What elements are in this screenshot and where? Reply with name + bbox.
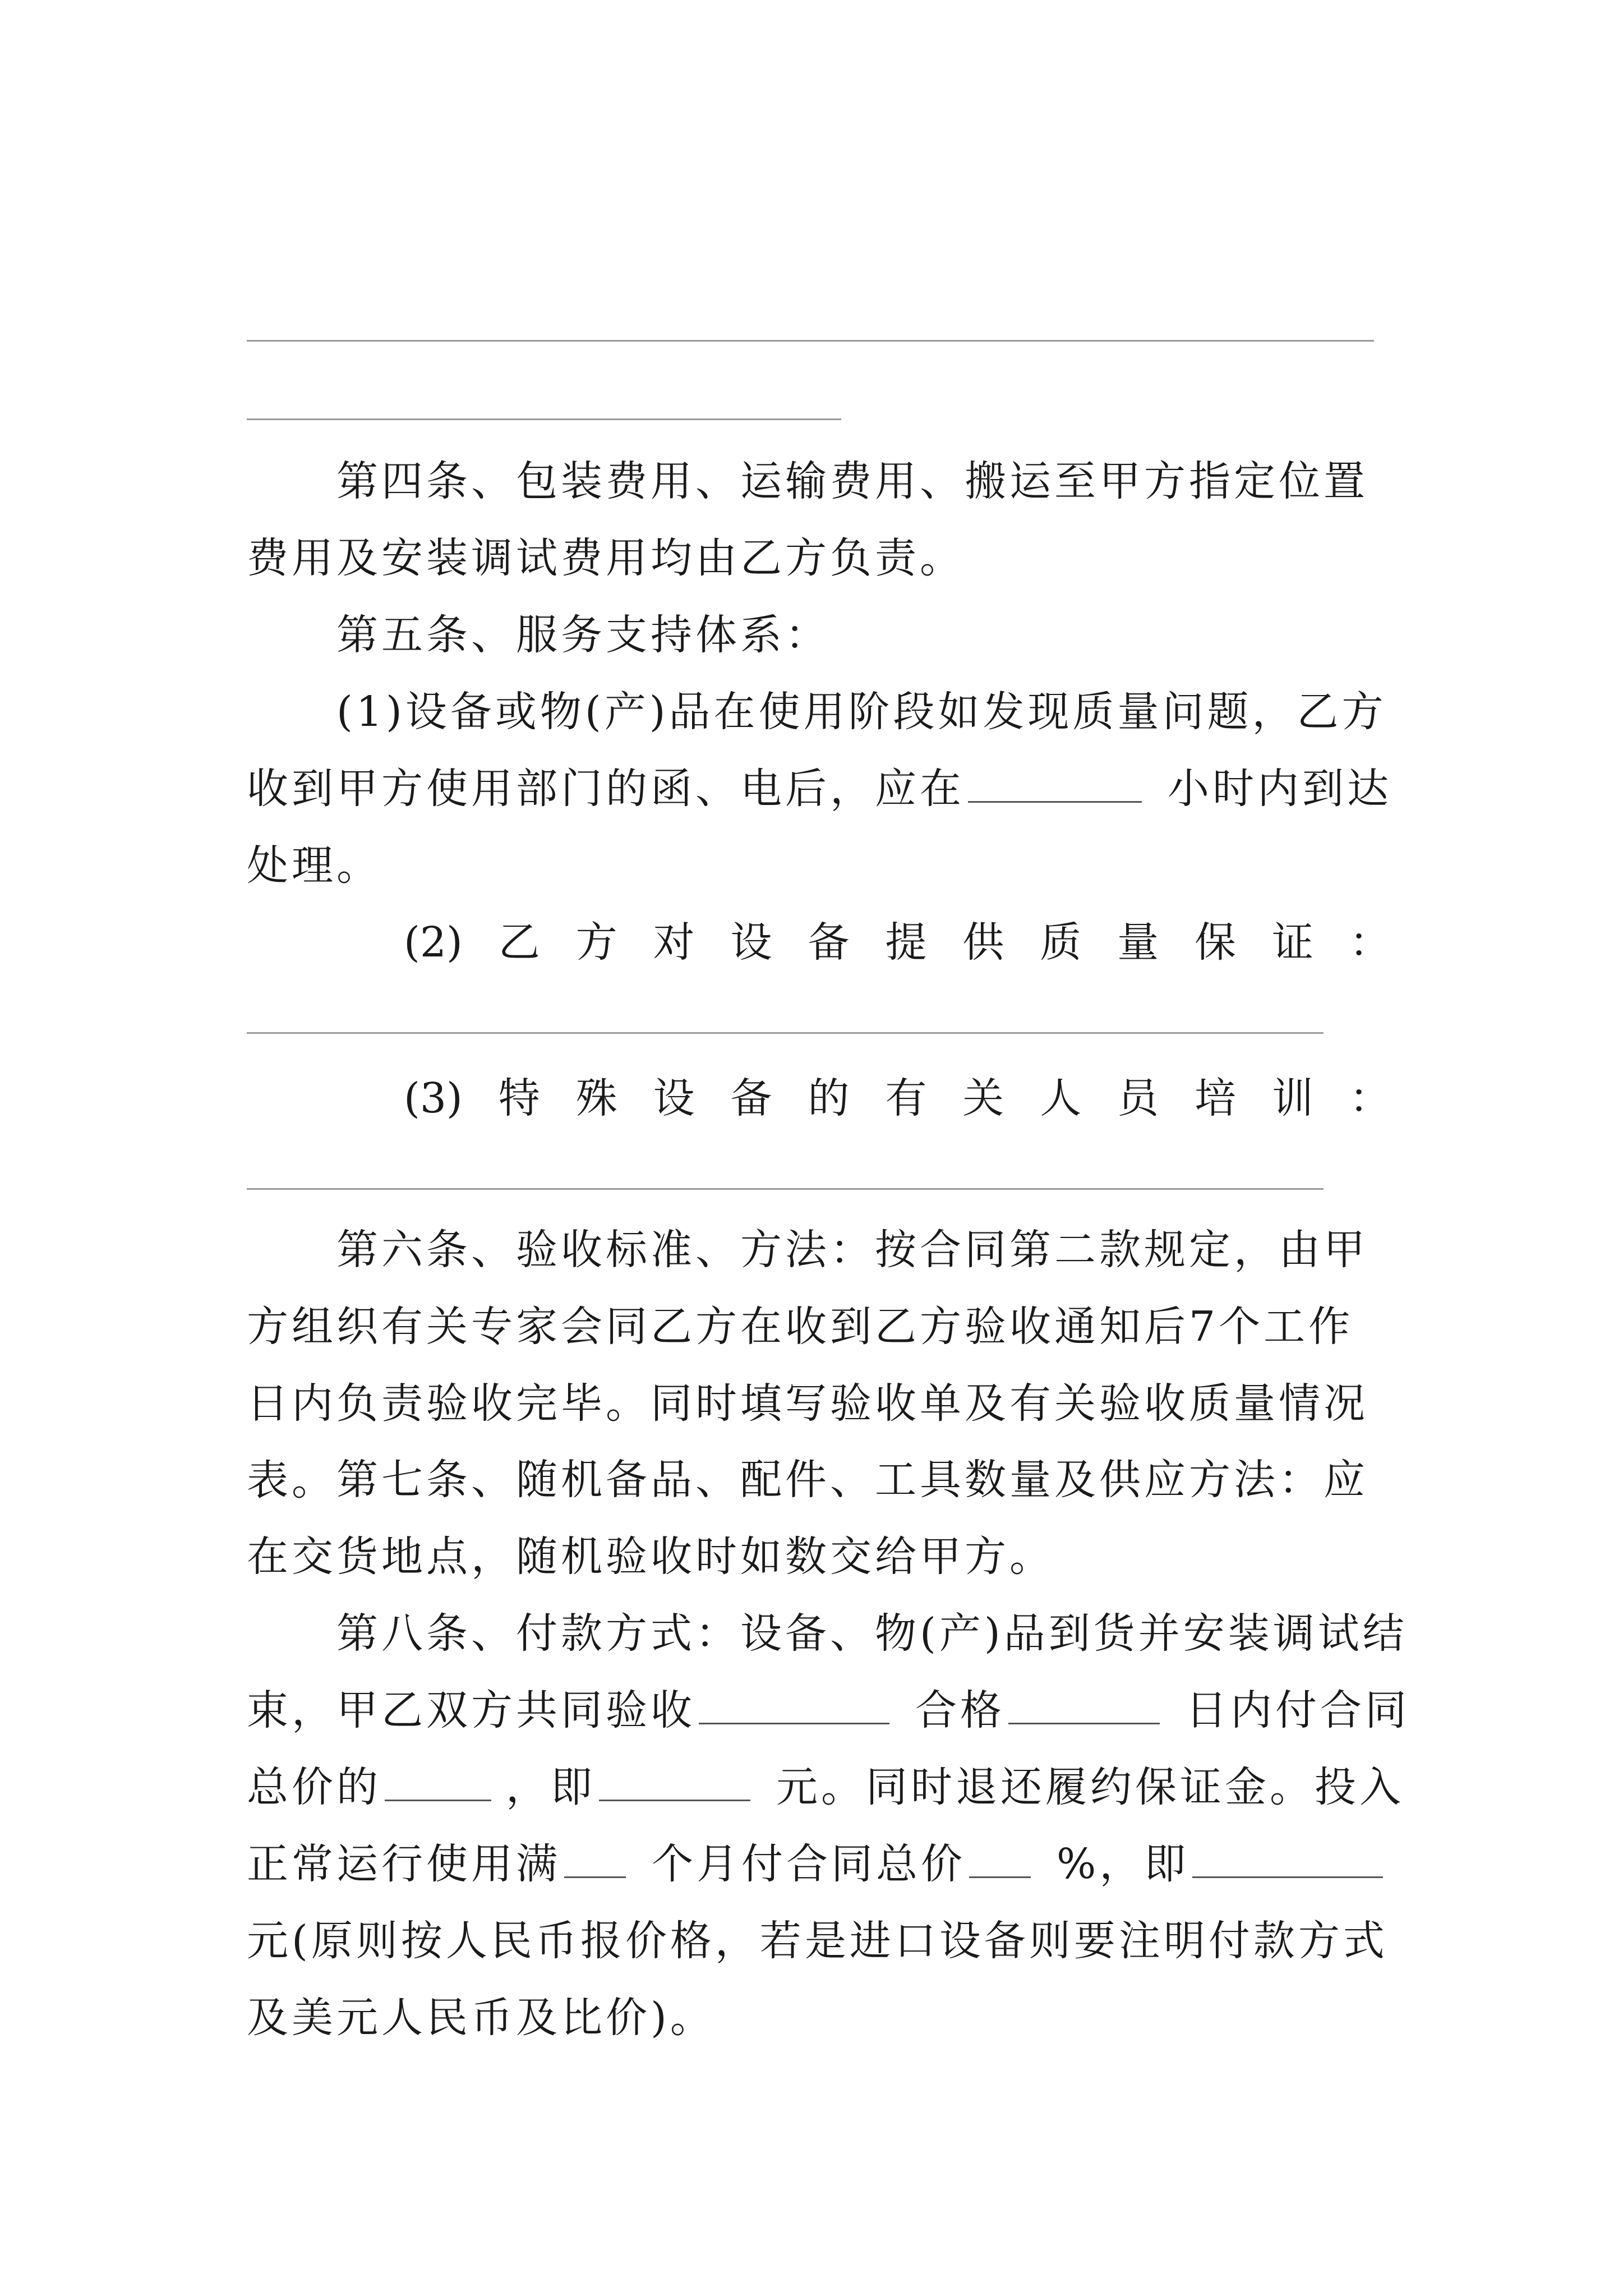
article-5-item-1-line-1: (1)设备或物(产)品在使用阶段如发现质量问题，乙方 (336, 688, 1387, 736)
article-7: 第七条、随机备品、配件、工具数量及供应方法：应在交货地点，随机验收时如数交给甲方。 (247, 1456, 1368, 1581)
article-5-item-3 (404, 1060, 1391, 1137)
item-2-char: 质 (1040, 918, 1082, 967)
item-3-char: 殊 (575, 1074, 617, 1122)
article-8-text: 元。同时退还履约保证金。投入 (776, 1763, 1404, 1811)
quality-guarantee-blank[interactable] (247, 1032, 1324, 1034)
article-8-line-5: 元(原则按人民币报价格，若是进口设备则要注明付款方式 (247, 1917, 1388, 1965)
item-3-char: ： (1349, 1074, 1391, 1122)
item-2-char: 方 (575, 918, 617, 967)
item-2-char: ： (1349, 918, 1391, 967)
joint-acceptance-blank[interactable] (699, 1688, 889, 1724)
amount-blank-1[interactable] (599, 1765, 750, 1801)
article-8-text: 束，甲乙双方共同验收 (247, 1686, 695, 1734)
blank-rule-2 (247, 418, 841, 420)
article-4: 第四条、包装费用、运输费用、搬运至甲方指定位置费用及安装调试费用均由乙方负责。 (247, 457, 1368, 582)
item-3-char: 设 (653, 1074, 695, 1122)
article-6: 第六条、验收标准、方法：按合同第二款规定，由甲方组织有关专家会同乙方在收到乙方验收通知后7个工作日内负责验收完毕。同时填写验收单及有关验收质量情况表。 (247, 1226, 1368, 1504)
article-8-line-4 (247, 1826, 1391, 1903)
item-2-char: 乙 (498, 918, 540, 967)
percent-blank[interactable] (969, 1842, 1031, 1878)
days-blank[interactable] (1008, 1688, 1160, 1724)
item-3-char: 有 (885, 1074, 927, 1122)
item-3-char: 的 (808, 1074, 850, 1122)
article-8-text: ，即 (506, 1763, 596, 1811)
article-8-line-6: 及美元人民币及比价)。 (247, 1994, 715, 2042)
article-8-text: %，即 (1057, 1840, 1189, 1888)
article-5-item-1-text-b: 小时内到达 (1168, 765, 1392, 813)
item-2-char: 证 (1271, 918, 1313, 967)
article-8-text: 总价的 (247, 1763, 381, 1811)
percent-total-blank[interactable] (385, 1765, 491, 1801)
article-8-text: 个月付合同总价 (652, 1840, 966, 1888)
article-5-item-1-line-3: 处理。 (247, 841, 381, 890)
item-3-char: 特 (498, 1074, 540, 1122)
article-8-line-3 (247, 1749, 1404, 1826)
article-8-text: 日内付合同 (1186, 1686, 1410, 1734)
article-8-line-1: 第八条、付款方式：设备、物(产)品到货并安装调试结 (336, 1609, 1408, 1658)
item-2-char: 对 (653, 918, 695, 967)
item-2-char: 备 (808, 918, 850, 967)
article-8-text: 正常运行使用满 (247, 1840, 561, 1888)
item-3-char: 训 (1271, 1074, 1313, 1122)
item-3-char: 人 (1040, 1074, 1082, 1122)
article-5-item-2 (404, 904, 1391, 981)
article-5-item-1-text-a: 收到甲方使用部门的函、电后，应在 (247, 765, 965, 813)
item-2-char: 提 (885, 918, 927, 967)
item-3-char: 培 (1195, 1074, 1237, 1122)
item-2-char: 供 (962, 918, 1004, 967)
item-3-char: 员 (1117, 1074, 1159, 1122)
item-2-char: 保 (1195, 918, 1237, 967)
article-8-line-2 (247, 1672, 1410, 1749)
item-2-char: 量 (1117, 918, 1159, 967)
article-5-title: 第五条、服务支持体系： (336, 611, 830, 659)
training-blank[interactable] (247, 1188, 1324, 1190)
item-2-char: 设 (730, 918, 772, 967)
article-8-text: 合格 (915, 1686, 1005, 1734)
blank-rule-1 (247, 340, 1374, 342)
item-3-char: (3) (404, 1074, 463, 1122)
item-2-char: (2) (404, 918, 463, 967)
item-3-char: 关 (962, 1074, 1004, 1122)
amount-blank-2[interactable] (1192, 1842, 1383, 1878)
article-5-item-1-line-2 (247, 751, 1391, 827)
months-blank[interactable] (564, 1842, 626, 1878)
hours-blank[interactable] (968, 766, 1142, 803)
item-3-char: 备 (730, 1074, 772, 1122)
